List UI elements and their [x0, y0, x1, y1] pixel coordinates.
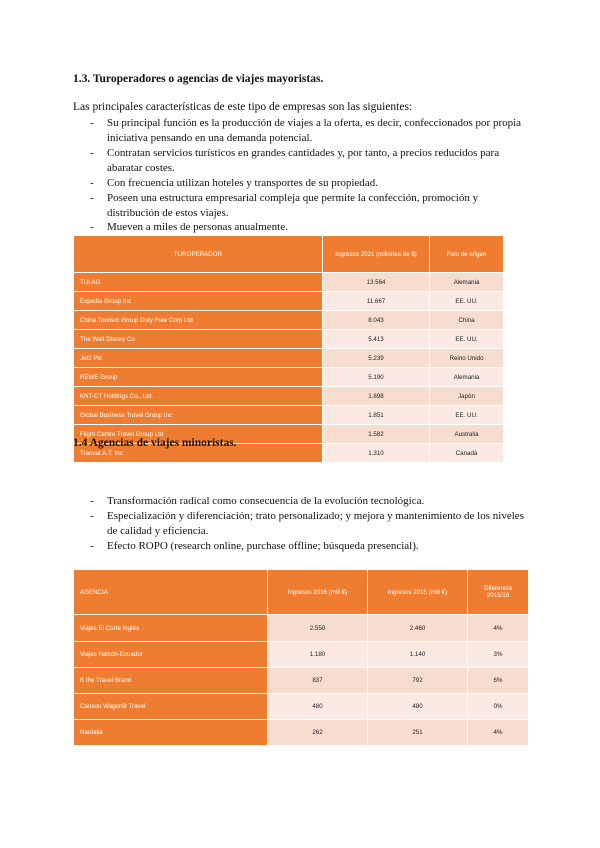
agencias-table	[73, 569, 529, 746]
dash-marker: -	[90, 147, 94, 159]
table-row: Flight Centre Travel Group Ltd 1.582 Australia	[74, 425, 504, 444]
table-row: Viajes Halcón-Ecuador 1.180 1.140 3%	[74, 642, 529, 668]
dash-marker: -	[90, 540, 94, 552]
section-heading-minoristas: 1.4 Agencias de viajes minoristas.	[73, 437, 237, 449]
bullet-item: - Mueven a miles de personas anualmente.	[90, 221, 288, 233]
dash-marker: -	[90, 177, 94, 189]
section-intro: Las principales características de este tipo de empresas son las siguientes:	[73, 101, 413, 113]
bullet-item: - Contratan servicios turísticos en grandes cantidades y, por tanto, a precios reducidos para abaratar costes.	[90, 147, 500, 174]
table-row: Global Business Travel Group Inc 1.851 EE. UU.	[74, 406, 504, 425]
bullet-item: - Especialización y diferenciación; trato personalizado; y mejora y mantenimiento de los niveles de calidad y eficiencia.	[90, 510, 524, 537]
table-header-row	[74, 236, 504, 273]
turoperadores-table	[73, 235, 504, 463]
dash-marker: -	[90, 510, 94, 522]
table-row: Nautalia 262 251 4%	[74, 720, 529, 746]
dash-marker: -	[90, 221, 94, 233]
column-header: Diferencia 2015/16	[468, 570, 529, 615]
table-row: Jet2 Plc 5.239 Reino Unido	[74, 349, 504, 368]
column-header: País de origen	[430, 236, 504, 273]
column-header: TUROPERADOR	[74, 236, 323, 273]
column-header: Ingresos 2016 (mill €)	[268, 570, 368, 615]
bullet-item: - Con frecuencia utilizan hoteles y transportes de su propiedad.	[90, 177, 378, 189]
dash-marker: -	[90, 495, 94, 507]
column-header: Ingresos 2021 (millones de $)	[323, 236, 430, 273]
bullet-item: - Efecto ROPO (research online, purchase offline; búsqueda presencial).	[90, 540, 419, 552]
column-header: Ingresos 2015 (mill €)	[368, 570, 468, 615]
bullet-item: - Su principal función es la producción de viajes a la oferta, es decir, confeccionados por propia iniciativa pensando en una demanda potencial.	[90, 117, 522, 144]
table-row: Transat A.T. Inc. 1.310 Canadá	[74, 444, 504, 463]
dash-marker: -	[90, 192, 94, 204]
table-row: China Tourism Group Duty Free Corp Ltd 8.043 China	[74, 311, 504, 330]
table-row: REWE Group 5.190 Alemania	[74, 368, 504, 387]
table-row: The Walt Disney Co 5.413 EE. UU.	[74, 330, 504, 349]
dash-marker: -	[90, 117, 94, 129]
table-row: TUI AG 13.564 Alemania	[74, 273, 504, 292]
bullet-item: - Poseen una estructura empresarial compleja que permite la confección, promoción y distribución de estos viajes.	[90, 192, 479, 219]
column-header: AGENCIA	[74, 570, 268, 615]
table-row: KNT-CT Holdings Co., Ltd. 1.898 Japón	[74, 387, 504, 406]
table-row: Expedia Group Inc 11.667 EE. UU.	[74, 292, 504, 311]
bullet-item: - Transformación radical como consecuencia de la evolución tecnológica.	[90, 495, 425, 507]
table-row: B the Travel Brand 837 792 6%	[74, 668, 529, 694]
table-row: Viajes El Corte Inglés 2.550 2.460 4%	[74, 615, 529, 642]
table-row: Carlson Wagonlit Travel 480 480 0%	[74, 694, 529, 720]
section-heading-turoperadores: 1.3. Turoperadores o agencias de viajes mayoristas.	[73, 73, 324, 85]
table-header-row	[74, 570, 529, 615]
